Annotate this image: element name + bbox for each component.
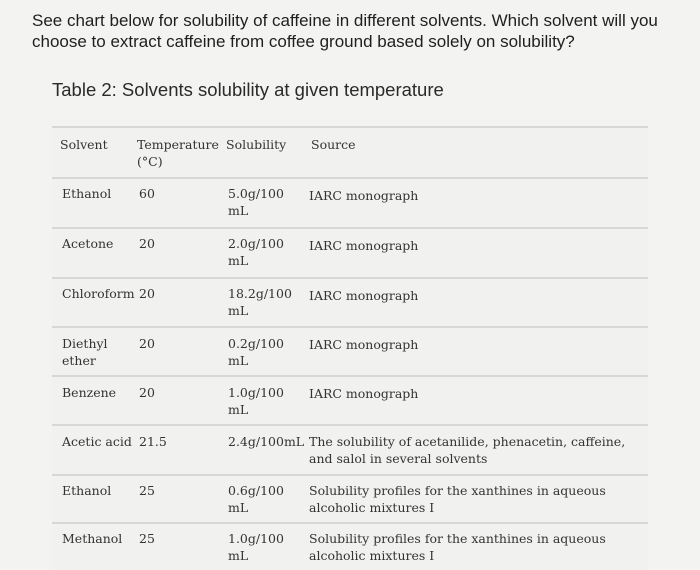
table-cell-solvent: Benzene — [62, 385, 117, 400]
column-header-solvent: Solvent — [60, 137, 108, 152]
table-cell-solubility: 18.2g/100 mL — [228, 286, 292, 318]
table-rule — [52, 424, 648, 426]
table-cell-source: Solubility profiles for the xanthines in aqueous alcoholic mixtures I — [309, 531, 606, 563]
question-text: See chart below for solubility of caffeine in different solvents. Which solvent will you choose to extract caffeine from coffee ground based solely on solubility? — [32, 11, 658, 51]
column-header-source: Source — [311, 137, 356, 152]
table-rule — [52, 474, 648, 476]
table-cell-temperature: 20 — [139, 236, 155, 251]
table-cell-solubility: 5.0g/100 mL — [228, 186, 284, 218]
table-cell-solvent: Diethyl ether — [62, 336, 108, 368]
column-header-solubility: Solubility — [226, 137, 287, 152]
table-cell-solubility: 2.4g/100mL — [228, 434, 305, 449]
table-cell-temperature: 21.5 — [139, 434, 167, 449]
table-rule — [52, 177, 648, 179]
table-cell-temperature: 20 — [139, 286, 155, 301]
table-rule — [52, 326, 648, 328]
table-cell-source: The solubility of acetanilide, phenacetin, caffeine, and salol in several solvents — [309, 434, 626, 466]
table-cell-temperature: 60 — [139, 186, 155, 201]
table-cell-source: IARC monograph — [309, 188, 419, 203]
table-cell-solubility: 0.6g/100 mL — [228, 483, 284, 515]
table-cell-temperature: 20 — [139, 385, 155, 400]
table-cell-solubility: 2.0g/100 mL — [228, 236, 284, 268]
table-cell-solvent: Ethanol — [62, 186, 112, 201]
table-cell-temperature: 25 — [139, 483, 155, 498]
table-cell-solubility: 1.0g/100 mL — [228, 385, 284, 417]
table-cell-source: IARC monograph — [309, 238, 419, 253]
table-cell-solvent: Methanol — [62, 531, 123, 546]
table-rule — [52, 522, 648, 524]
table-cell-source: IARC monograph — [309, 386, 419, 401]
table-cell-temperature: 25 — [139, 531, 155, 546]
table-rule — [52, 277, 648, 279]
table-cell-solubility: 0.2g/100 mL — [228, 336, 284, 368]
table-cell-source: IARC monograph — [309, 288, 419, 303]
table-title: Table 2: Solvents solubility at given temperature — [52, 79, 444, 100]
table-rule — [52, 227, 648, 229]
table-cell-solvent: Chloroform — [62, 286, 135, 301]
table-cell-solvent: Acetone — [62, 236, 114, 251]
table-rule — [52, 375, 648, 377]
column-header-temperature: Temperature (°C) — [137, 137, 219, 169]
table-cell-source: IARC monograph — [309, 337, 419, 352]
table-cell-source: Solubility profiles for the xanthines in aqueous alcoholic mixtures I — [309, 483, 606, 515]
table-cell-temperature: 20 — [139, 336, 155, 351]
table-cell-solubility: 1.0g/100 mL — [228, 531, 284, 563]
table-cell-solvent: Acetic acid — [62, 434, 132, 449]
table-rule — [52, 126, 648, 128]
table-cell-solvent: Ethanol — [62, 483, 112, 498]
